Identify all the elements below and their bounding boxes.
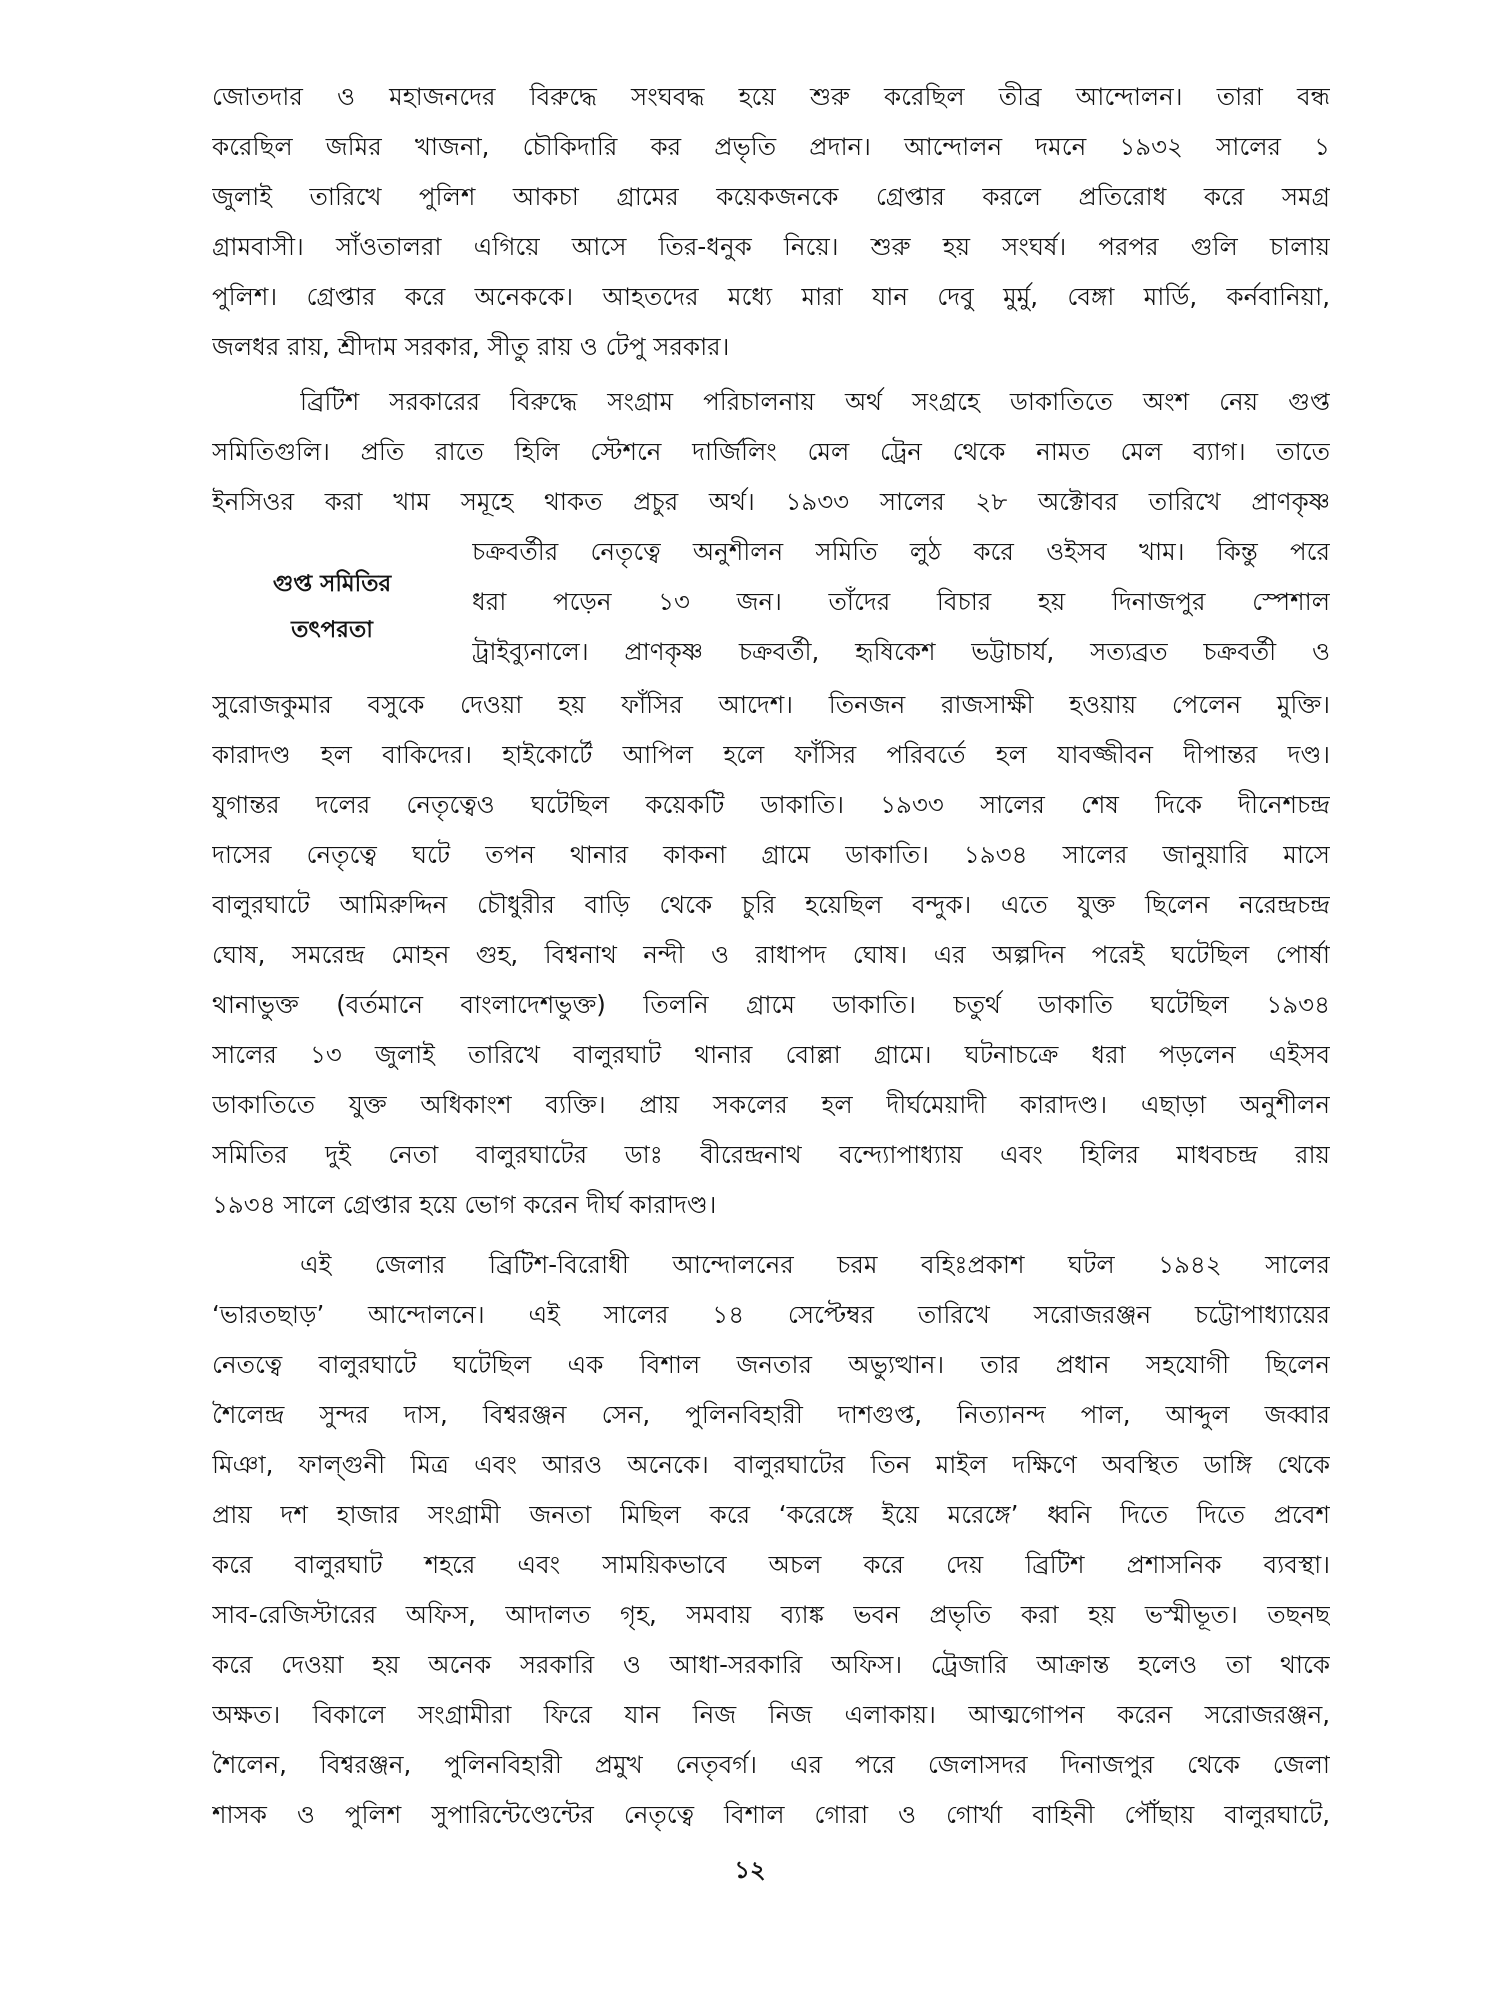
margin-heading-line-2: তৎপরতা [291, 617, 373, 643]
text-line-21: ডাকাতিতে যুক্ত অধিকাংশ ব্যক্তি। প্রায় সকলের হল দীর্ঘমেয়াদী কারাদণ্ড। এছাড়া অনুশীলন [212, 1090, 1330, 1119]
text-line-35: শাসক ও পুলিশ সুপারিন্টেণ্ডেন্টের নেতৃত্বে বিশাল গোরা ও গোর্খা বাহিনী পৌঁছায় বালুরঘাটে, [212, 1800, 1330, 1829]
text-line-5: পুলিশ। গ্রেপ্তার করে অনেককে। আহতদের মধ্যে মারা যান দেবু মুর্মু, বেঙ্গা মার্ডি, কর্নবানিয়া, [212, 282, 1330, 311]
text-line-9: ইনসিওর করা খাম সমূহে থাকত প্রচুর অর্থ। ১৯৩৩ সালের ২৮ অক্টোবর তারিখে প্রাণকৃষ্ণ [212, 487, 1330, 516]
text-line-27: শৈলেন্দ্র সুন্দর দাস, বিশ্বরঞ্জন সেন, পুলিনবিহারী দাশগুপ্ত, নিত্যানন্দ পাল, আব্দুল জব্বার [212, 1400, 1330, 1429]
text-line-2: করেছিল জমির খাজনা, চৌকিদারি কর প্রভৃতি প্রদান। আন্দোলন দমনে ১৯৩২ সালের ১ [212, 132, 1330, 161]
text-line-4: গ্রামবাসী। সাঁওতালরা এগিয়ে আসে তির-ধনুক নিয়ে। শুরু হয় সংঘর্ষ। পরপর গুলি চালায় [212, 232, 1330, 261]
text-line-30: করে বালুরঘাট শহরে এবং সাময়িকভাবে অচল করে দেয় ব্রিটিশ প্রশাসনিক ব্যবস্থা। [212, 1550, 1330, 1579]
text-line-25: ‘ভারতছাড়’ আন্দোলনে। এই সালের ১৪ সেপ্টেম্বর তারিখে সরোজরঞ্জন চট্টোপাধ্যায়ের [212, 1300, 1330, 1329]
margin-heading-line-1: গুপ্ত সমিতির [272, 571, 392, 597]
text-line-17: বালুরঘাটে আমিরুদ্দিন চৌধুরীর বাড়ি থেকে চুরি হয়েছিল বন্দুক। এতে যুক্ত ছিলেন নরেন্দ্রচন্দ্র [212, 890, 1330, 919]
text-line-22: সমিতির দুই নেতা বালুরঘাটের ডাঃ বীরেন্দ্রনাথ বন্দ্যোপাধ্যায় এবং হিলির মাধবচন্দ্র রায় [212, 1140, 1330, 1169]
text-line-20: সালের ১৩ জুলাই তারিখে বালুরঘাট থানার বোল্লা গ্রামে। ঘটনাচক্রে ধরা পড়লেন এইসব [212, 1040, 1330, 1069]
text-line-29: প্রায় দশ হাজার সংগ্রামী জনতা মিছিল করে ‘করেঙ্গে ইয়ে মরেঙ্গে’ ধ্বনি দিতে দিতে প্রবেশ [212, 1500, 1330, 1529]
text-line-33: অক্ষত। বিকালে সংগ্রামীরা ফিরে যান নিজ নিজ এলাকায়। আত্মগোপন করেন সরোজরঞ্জন, [212, 1700, 1330, 1729]
text-line-26: নেতত্বে বালুরঘাটে ঘটেছিল এক বিশাল জনতার অভ্যুত্থান। তার প্রধান সহযোগী ছিলেন [212, 1350, 1330, 1379]
text-line-19: থানাভুক্ত (বর্তমানে বাংলাদেশভুক্ত) তিলনি গ্রামে ডাকাতি। চতুর্থ ডাকাতি ঘটেছিল ১৯৩৪ [212, 990, 1330, 1019]
text-line-14: কারাদণ্ড হল বাকিদের। হাইকোর্টে আপিল হলে ফাঁসির পরিবর্তে হল যাবজ্জীবন দীপান্তর দণ্ড। [212, 740, 1330, 769]
text-line-32: করে দেওয়া হয় অনেক সরকারি ও আধা-সরকারি অফিস। ট্রেজারি আক্রান্ত হলেও তা থাকে [212, 1650, 1330, 1679]
page-number: ১২ [734, 1856, 766, 1884]
text-line-12: ট্রাইব্যুনালে। প্রাণকৃষ্ণ চক্রবর্তী, হৃষিকেশ ভট্টাচার্য, সত্যব্রত চক্রবর্তী ও [472, 637, 1330, 666]
text-line-18: ঘোষ, সমরেন্দ্র মোহন গুহ, বিশ্বনাথ নন্দী ও রাধাপদ ঘোষ। এর অল্পদিন পরেই ঘটেছিল পোর্ষা [212, 940, 1330, 969]
text-line-28: মিঞা, ফাল্গুনী মিত্র এবং আরও অনেকে। বালুরঘাটের তিন মাইল দক্ষিণে অবস্থিত ডাঙ্গি থেকে [212, 1450, 1330, 1479]
text-line-34: শৈলেন, বিশ্বরঞ্জন, পুলিনবিহারী প্রমুখ নেতৃবর্গ। এর পরে জেলাসদর দিনাজপুর থেকে জেলা [212, 1750, 1330, 1779]
text-line-6: জলধর রায়, শ্রীদাম সরকার, সীতু রায় ও টেপু সরকার। [212, 332, 730, 361]
text-line-7: ব্রিটিশ সরকারের বিরুদ্ধে সংগ্রাম পরিচালনায় অর্থ সংগ্রহে ডাকাতিতে অংশ নেয় গুপ্ত [300, 387, 1330, 416]
text-line-24: এই জেলার ব্রিটিশ-বিরোধী আন্দোলনের চরম বহিঃপ্রকাশ ঘটল ১৯৪২ সালের [300, 1250, 1330, 1279]
text-line-10: চক্রবর্তীর নেতৃত্বে অনুশীলন সমিতি লুঠ করে ওইসব খাম। কিন্তু পরে [472, 537, 1330, 566]
text-line-31: সাব-রেজিস্টারের অফিস, আদালত গৃহ, সমবায় ব্যাঙ্ক ভবন প্রভৃতি করা হয় ভস্মীভূত। তছনছ [212, 1600, 1330, 1629]
text-line-13: সুরোজকুমার বসুকে দেওয়া হয় ফাঁসির আদেশ। তিনজন রাজসাক্ষী হওয়ায় পেলেন মুক্তি। [212, 690, 1330, 719]
text-line-16: দাসের নেতৃত্বে ঘটে তপন থানার কাকনা গ্রামে ডাকাতি। ১৯৩৪ সালের জানুয়ারি মাসে [212, 840, 1330, 869]
text-line-3: জুলাই তারিখে পুলিশ আকচা গ্রামের কয়েকজনকে গ্রেপ্তার করলে প্রতিরোধ করে সমগ্র [212, 182, 1330, 211]
text-line-11: ধরা পড়েন ১৩ জন। তাঁদের বিচার হয় দিনাজপুর স্পেশাল [472, 587, 1330, 616]
text-line-15: যুগান্তর দলের নেতৃত্বেও ঘটেছিল কয়েকটি ডাকাতি। ১৯৩৩ সালের শেষ দিকে দীনেশচন্দ্র [212, 790, 1330, 819]
text-line-8: সমিতিগুলি। প্রতি রাতে হিলি স্টেশনে দার্জিলিং মেল ট্রেন থেকে নামত মেল ব্যাগ। তাতে [212, 437, 1330, 466]
text-line-1: জোতদার ও মহাজনদের বিরুদ্ধে সংঘবদ্ধ হয়ে শুরু করেছিল তীব্র আন্দোলন। তারা বন্ধ [212, 82, 1330, 111]
text-line-23: ১৯৩৪ সালে গ্রেপ্তার হয়ে ভোগ করেন দীর্ঘ কারাদণ্ড। [212, 1190, 717, 1219]
